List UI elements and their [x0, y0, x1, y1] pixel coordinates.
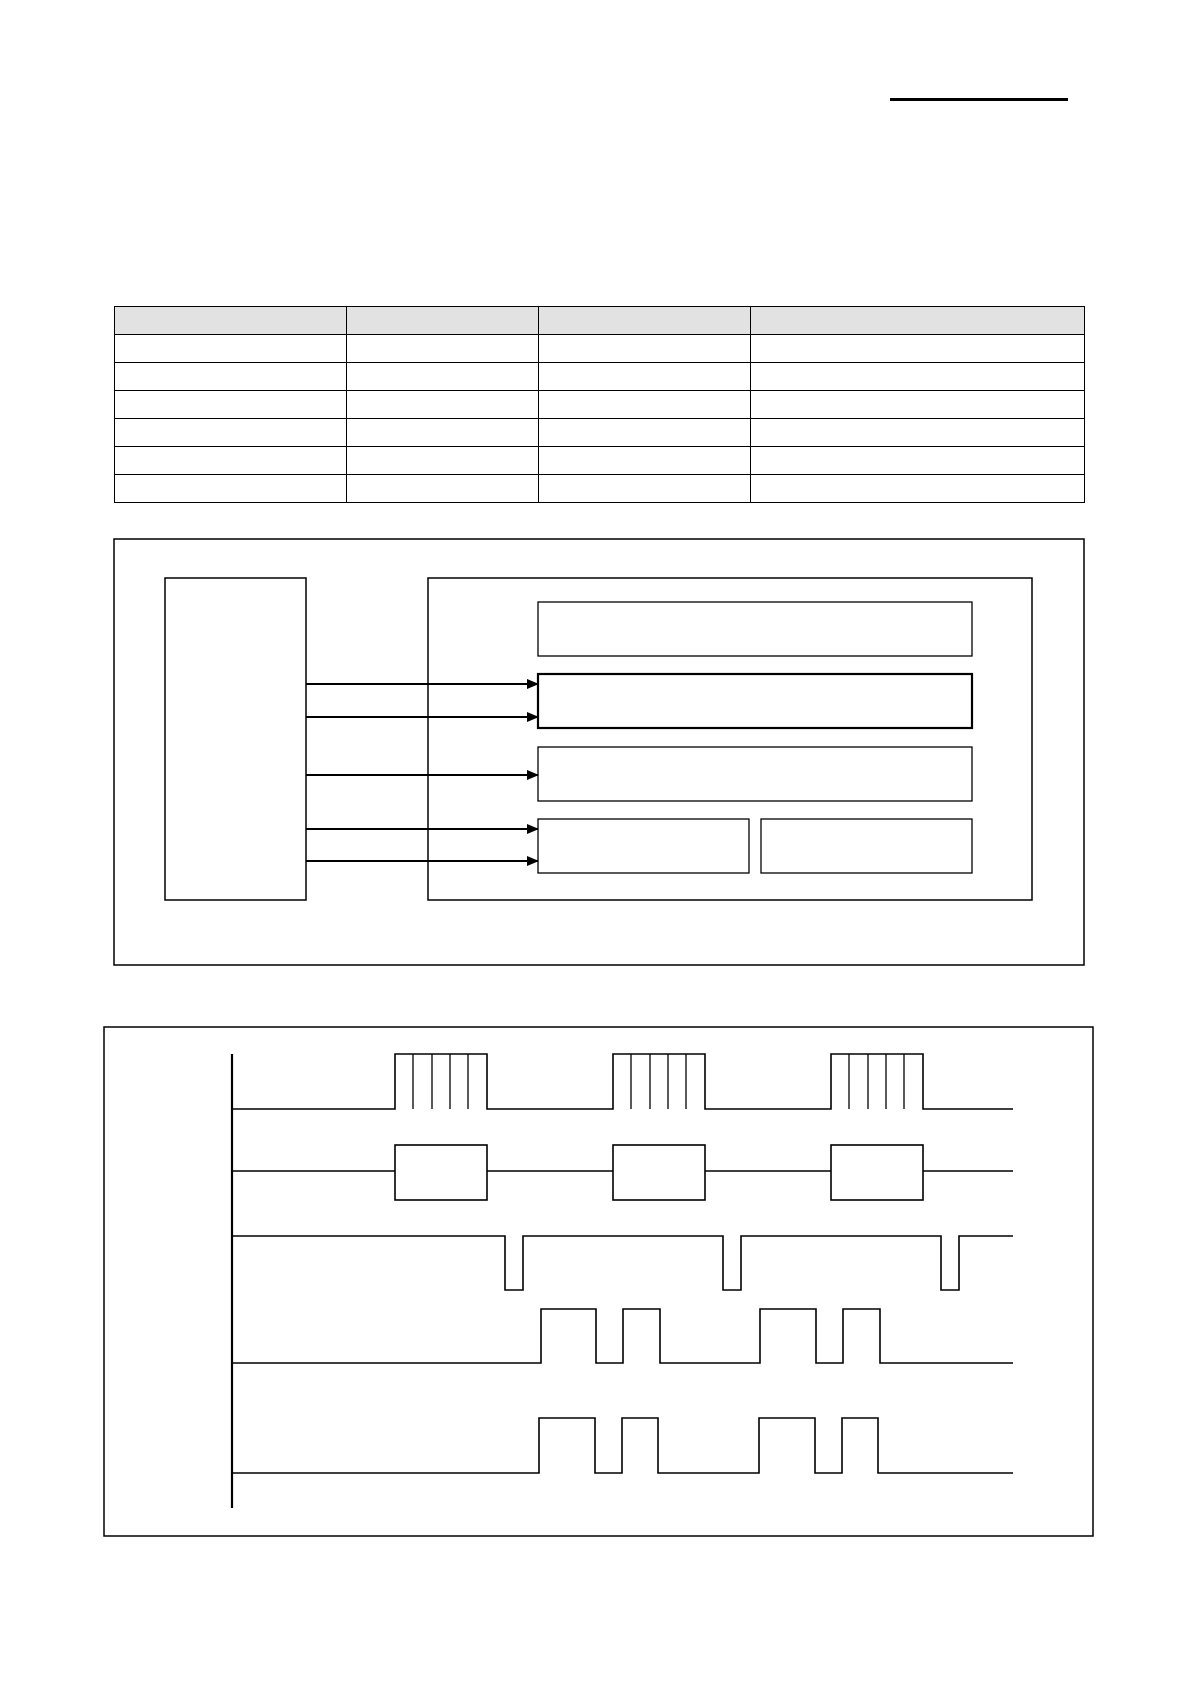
target-block-3 [538, 747, 972, 801]
target-group-block [428, 578, 1032, 900]
source-block [165, 578, 306, 900]
target-block-1 [538, 602, 972, 656]
waveform-burst-clock [232, 1054, 1013, 1109]
timing-diagram-frame [104, 1027, 1093, 1536]
waveform-latch-strobe [232, 1236, 1013, 1290]
target-block-5 [761, 819, 972, 873]
block-diagram-frame [114, 539, 1084, 965]
data-frame-3 [831, 1145, 923, 1200]
timing-diagram [104, 1027, 1093, 1536]
block-diagram [114, 539, 1084, 965]
target-block-2 [538, 674, 972, 728]
data-frame-1 [395, 1145, 487, 1200]
waveform-enable-2 [232, 1418, 1013, 1473]
data-frame-2 [613, 1145, 705, 1200]
target-block-4 [538, 819, 749, 873]
waveform-enable-1 [232, 1309, 1013, 1363]
